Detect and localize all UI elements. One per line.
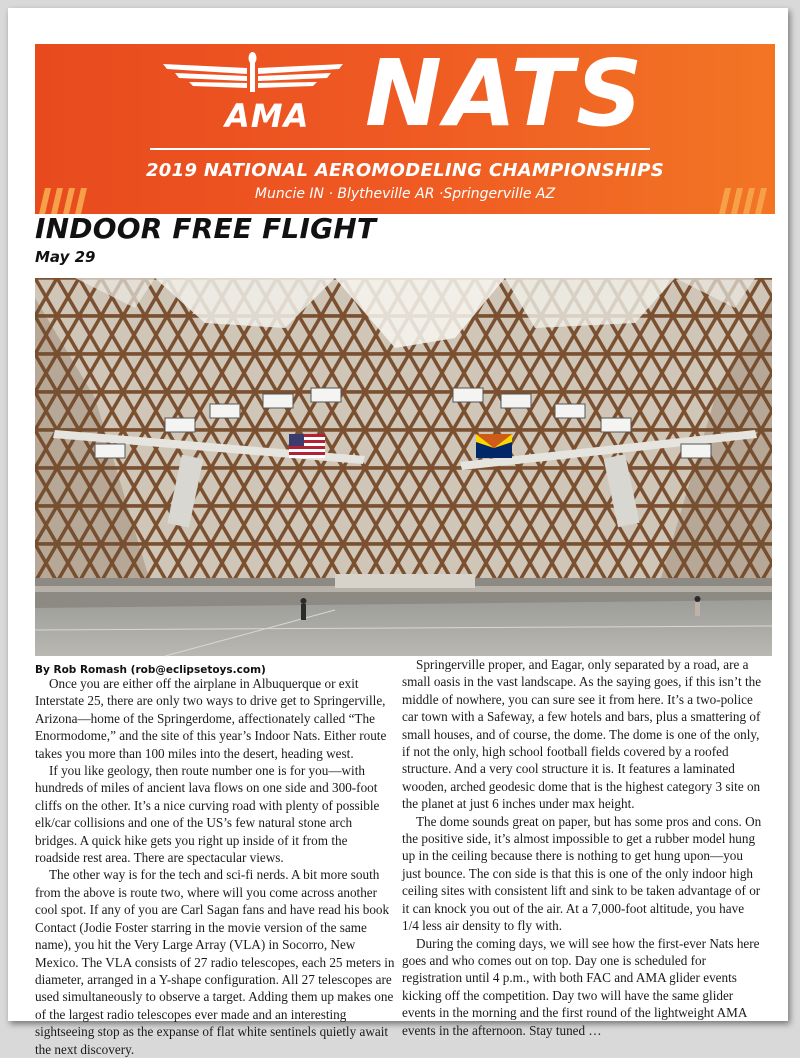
us-flag-icon (289, 434, 325, 458)
dome-interior-photo (35, 278, 772, 656)
paragraph: Springerville proper, and Eagar, only separated by a road, are a small oasis in the vast landscape. As the saying goes, if this isn’t the middle of nowhere, you can sure see it from here. It’s a two-police car town with a Safeway, a few hotels and bars, plus a smattering of small houses, and of course, the dome. The dome is one of the only, if not the only, high school football fields covered by a roofed structure. And a very cool structure it is. It features a laminated wooden, arched geodesic dome that is the highest category 3 site on the planet at just 6 inches under max height. (402, 657, 762, 812)
article-byline: By Rob Romash (rob@eclipsetoys.com) (35, 664, 266, 676)
paragraph: If you like geology, then route number one is for you—with hundreds of miles of ancient lava flows on one side and 300-foot cliffs on the other. It’s a nice curving road with plenty of possible elk/car collisions and one of the US’s few natural stone arch bridges. A quick hike gets you right up inside of it from the roadside rest area. There are spectacular views. (35, 763, 380, 866)
paragraph: The dome sounds great on paper, but has some pros and cons. On the positive side, it’s almost impossible to get a rubber model hung up in the ceiling because there is nothing to get hung upon—you just bounce. The con side is that this is one of the only indoor high ceiling sites with consistent lift and sink to be taken advantage of or it can knock you out of the air. At a 7,000-foot altitude, you have 1/4 less air density to fly with. (402, 813, 762, 934)
championship-title: 2019 NATIONAL AEROMODELING CHAMPIONSHIPS (145, 160, 664, 181)
magazine-page (8, 8, 788, 1057)
article-date: May 29 (35, 248, 96, 266)
article-headline: INDOOR FREE FLIGHT (35, 212, 377, 245)
ama-logo-text: AMA (225, 97, 310, 135)
article-column-left (35, 675, 395, 1058)
paragraph: During the coming days, we will see how the first-ever Nats here goes and who comes out on top. Day one is scheduled for registration until 4 p.m., with both FAC and AMA glider events kicking off the competition. Day two will have the same glider events in the morning and the first round of the lightweight AMA events in the afternoon. Stay tuned … (402, 935, 760, 1038)
nats-banner (35, 40, 775, 214)
arizona-flag-icon (476, 434, 512, 458)
banner-divider (150, 148, 650, 150)
article-column-right (402, 656, 762, 1039)
ama-wings-logo-icon (153, 52, 353, 102)
nats-title: NATS (365, 40, 646, 147)
event-locations: Muncie IN · Blytheville AR ·Springerville AZ (254, 186, 556, 202)
paragraph: The other way is for the tech and sci-fi nerds. A bit more south from the above is route two, where will you come across another cool spot. If any of you are Carl Sagan fans and have read his book Contact (Jodie Foster starring in the movie version of the same name), you hit the Very Large Array (VLA) in Socorro, New Mexico. The VLA consists of 27 radio telescopes, each 25 meters in diameter, arranged in a Y-shape configuration. All 27 telescopes are used simultaneously to observe a target. Adding them up makes one of the largest radio telescopes ever made and an interesting sightseeing stop as the expanse of flat white sentinels quietly await the next discovery. (35, 867, 395, 1057)
paragraph: Once you are either off the airplane in Albuquerque or exit Interstate 25, there are only two ways to drive get to Springerville, Arizona—home of the Springerdome, affectionately called “The Enormodome,” and the site of this year’s Indoor Nats. Either route takes you more than 100 miles into the desert, heading west. (35, 676, 387, 761)
